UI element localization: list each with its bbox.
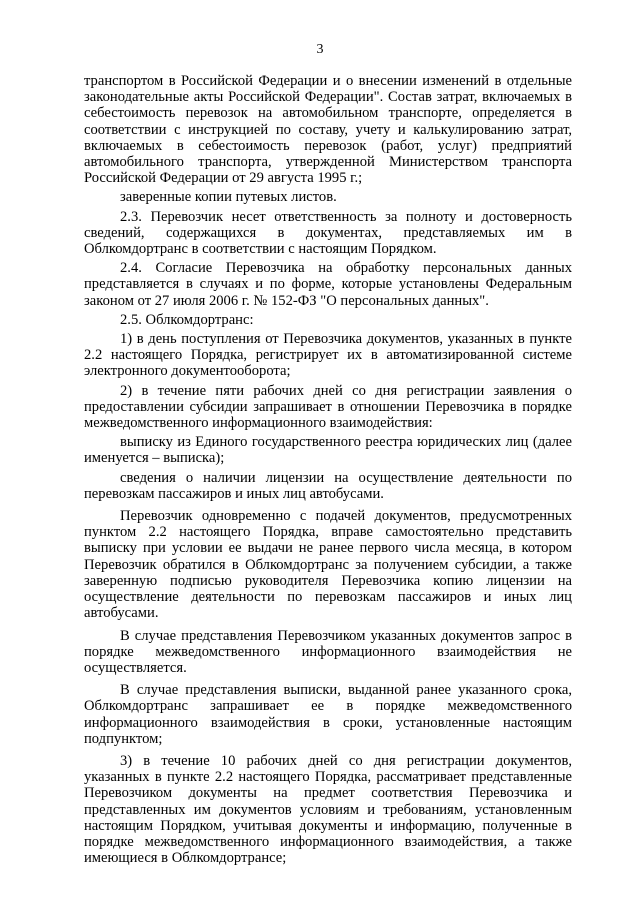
paragraph-item-2: 2) в течение пяти рабочих дней со дня регистрации заявления о предоставлении субсидии запрашивает в отношении Перевозчика в порядке межведомственного информационного взаимодействия: — [84, 382, 572, 432]
page-number: 3 — [316, 42, 324, 57]
paragraph-license-info: сведения о наличии лицензии на осуществление деятельности по перевозкам пассажиров и иных лиц автобусами. — [84, 469, 572, 502]
paragraph-2-4: 2.4. Согласие Перевозчика на обработку персональных данных представляется в случаях и по форме, которые установлены Федеральным законом от 27 июля 2006 г. № 152-ФЗ "О персональных данных". — [84, 260, 572, 309]
paragraph-item-1: 1) в день поступления от Перевозчика документов, указанных в пункте 2.2 настоящего Порядка, регистрирует их в автоматизированной системе электронного документооборота; — [84, 331, 572, 380]
paragraph-continuation: транспортом в Российской Федерации и о внесении изменений в отдельные законодательные акты Российской Федерации". Состав затрат, включаемых в себестоимость перевозок на автомобильном транспорте, определяется в соответствии с инструкцией по составу, учету и калькулированию затрат, включаемых в себестоимость перевозок (работ, услуг) предприятий автомобильного транспорта, утвержденной Министерством транспорта Российской Федерации от 29 августа 1995 г.; — [84, 73, 572, 187]
document-body — [84, 73, 572, 869]
paragraph-waybills: заверенные копии путевых листов. — [120, 189, 337, 206]
paragraph-item-3: 3) в течение 10 рабочих дней со дня регистрации документов, указанных в пункте 2.2 настоящего Порядка, рассматривает представленные Перевозчиком документы на предмет соответствия Перевозчика и представленных им документов условиям и требованиям, установленным настоящим Порядком, учитывая документы и информацию, полученные в порядке межведомственного информационного взаимодействия, а также имеющиеся в Облкомдортрансе; — [84, 752, 572, 867]
paragraph-2-5: 2.5. Облкомдортранс: — [120, 311, 254, 328]
paragraph-early-extract: В случае представления выписки, выданной ранее указанного срока, Облкомдортранс запрашивает ее в порядке межведомственного информационного взаимодействия в сроки, установленные настоящим подпунктом; — [84, 682, 572, 747]
paragraph-extract: выписку из Единого государственного реестра юридических лиц (далее именуется – выписка); — [84, 434, 572, 467]
paragraph-2-3: 2.3. Перевозчик несет ответственность за полноту и достоверность сведений, содержащихся в документах, представляемых им в Облкомдортранс в соответствии с настоящим Порядком. — [84, 208, 572, 258]
paragraph-carrier-docs: Перевозчик одновременно с подачей документов, предусмотренных пунктом 2.2 настоящего Порядка, вправе самостоятельно представить выписку при условии ее выдачи не ранее первого числа месяца, в котором Перевозчик обратился в Облкомдортранс за получением субсидии, а также заверенную подписью руководителя Перевозчика копию лицензии на осуществление деятельности по перевозкам пассажиров и иных лиц автобусами. — [84, 508, 572, 622]
paragraph-no-request: В случае представления Перевозчиком указанных документов запрос в порядке межведомственного информационного взаимодействия не осуществляется. — [84, 627, 572, 676]
